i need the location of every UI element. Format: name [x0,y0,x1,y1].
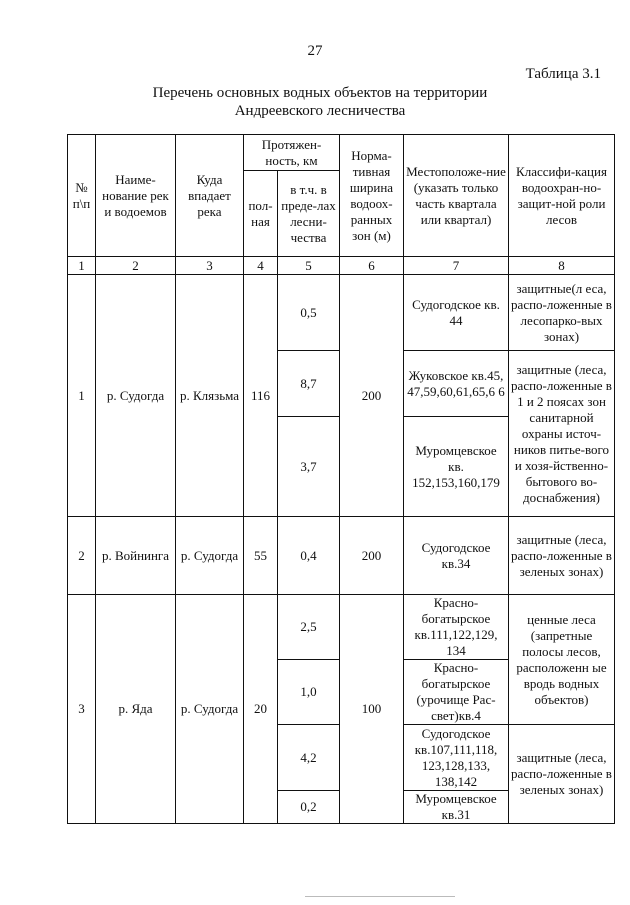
row-location: Судогодское кв.107,111,118, 123,128,133, 138,142 [404,725,509,791]
row-length-within: 0,4 [278,517,340,595]
row-length-within: 0,5 [278,275,340,351]
row-num: 3 [68,595,96,824]
page-number: 27 [307,43,323,59]
column-number: 4 [244,257,278,275]
column-number: 3 [176,257,244,275]
row-classification: защитные (леса, распо-ложенные в зеленых зонах) [509,725,615,824]
row-flows-into: р. Клязьма [176,275,244,517]
header-length-within: в т.ч. в преде-лах лесни-чества [278,171,340,257]
column-number: 7 [404,257,509,275]
column-number: 5 [278,257,340,275]
row-norm-width: 100 [340,595,404,824]
row-location: Жуковское кв.45, 47,59,60,61,65,6 6 [404,351,509,417]
row-norm-width: 200 [340,517,404,595]
row-location: Муромцевское кв.31 [404,791,509,824]
row-location: Муромцевское кв. 152,153,160,179 [404,417,509,517]
row-name: р. Войнинга [96,517,176,595]
title-line-1: Перечень основных водных объектов на территории [152,85,488,101]
row-location: Судогодское кв.34 [404,517,509,595]
row-norm-width: 200 [340,275,404,517]
row-classification: защитные(л еса, распо-ложенные в лесопарко-вых зонах) [509,275,615,351]
row-location: Судогодское кв. 44 [404,275,509,351]
row-flows-into: р. Судогда [176,517,244,595]
header-length: Протяжен-ность, км [244,135,340,171]
row-location: Красно-богатырское кв.111,122,129, 134 [404,595,509,660]
row-classification: защитные (леса, распо-ложенные в 1 и 2 поясах зон санитарной охраны источ-ников питье-вого и хозя-йственно-бытового во-доснабжения) [509,351,615,517]
header-num: № п\п [68,135,96,257]
row-classification: защитные (леса, распо-ложенные в зеленых зонах) [509,517,615,595]
row-length-within: 3,7 [278,417,340,517]
page-bottom-rule [305,896,455,897]
header-length-total: пол-ная [244,171,278,257]
table-label: Таблица 3.1 [525,66,601,82]
row-location: Красно-богатырское (урочище Рас-свет)кв.4 [404,660,509,725]
column-number: 1 [68,257,96,275]
header-classification: Классифи-кация водоохран-но-защит-ной роли лесов [509,135,615,257]
row-length-within: 8,7 [278,351,340,417]
water-bodies-table [67,134,615,824]
header-name: Наиме-нование рек и водоемов [96,135,176,257]
row-num: 1 [68,275,96,517]
header-norm-width: Норма-тивная ширина водоох-ранных зон (м) [340,135,404,257]
row-length-within: 2,5 [278,595,340,660]
row-length-within: 4,2 [278,725,340,791]
column-number: 8 [509,257,615,275]
table-row [68,517,615,595]
column-number: 6 [340,257,404,275]
header-flows-into: Куда впадает река [176,135,244,257]
row-name: р. Судогда [96,275,176,517]
header-row-1 [68,135,615,171]
row-classification: ценные леса (запретные полосы лесов, расположенн ые вродь водных объектов) [509,595,615,725]
row-length-total: 55 [244,517,278,595]
row-length-total: 20 [244,595,278,824]
row-length-within: 1,0 [278,660,340,725]
table-row [68,595,615,660]
document-title [60,84,580,120]
row-num: 2 [68,517,96,595]
row-name: р. Яда [96,595,176,824]
table-row [68,275,615,351]
row-flows-into: р. Судогда [176,595,244,824]
row-length-total: 116 [244,275,278,517]
title-line-2: Андреевского лесничества [234,103,406,119]
row-length-within: 0,2 [278,791,340,824]
header-location: Местоположе-ние (указать только часть квартала или квартал) [404,135,509,257]
column-number-row [68,257,615,275]
column-number: 2 [96,257,176,275]
